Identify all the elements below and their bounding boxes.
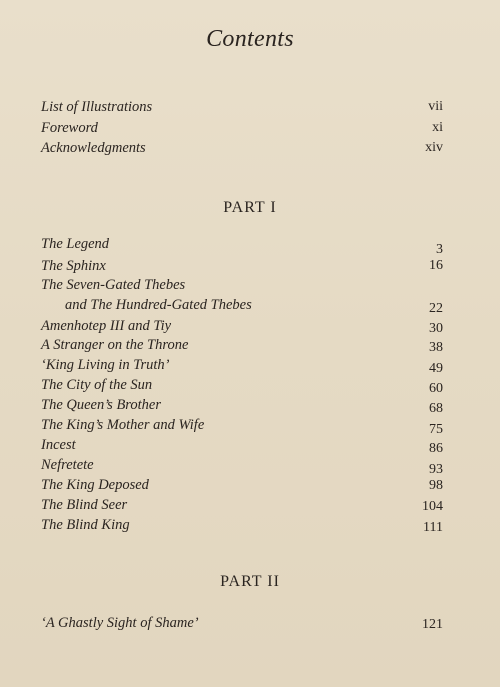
- toc-entry-page: 111: [423, 520, 443, 535]
- toc-entry-page: 49: [429, 361, 443, 376]
- toc-entry: [41, 476, 443, 494]
- toc-entry-page: 22: [429, 301, 443, 316]
- toc-entry-label: List of Illustrations: [41, 99, 153, 115]
- toc-entry-label: and The Hundred-Gated Thebes: [65, 297, 252, 313]
- toc-entry-page: 121: [422, 617, 443, 632]
- toc-entry: [41, 496, 443, 514]
- part-heading: PART II: [220, 573, 280, 590]
- toc-entry: [41, 276, 443, 294]
- toc-entry-label: A Stranger on the Throne: [41, 337, 189, 353]
- toc-entry-label: The King Deposed: [41, 477, 149, 493]
- toc-entry-label: The Queen’s Brother: [41, 397, 162, 413]
- toc-entry: [41, 456, 443, 477]
- toc-entry: [41, 235, 443, 257]
- toc-entry-page: xiv: [425, 140, 443, 155]
- toc-entry-page: xi: [432, 120, 443, 135]
- toc-entry: [41, 416, 443, 437]
- toc-entry-label: The Legend: [41, 236, 110, 252]
- toc-entry-page: 3: [436, 242, 443, 257]
- toc-entry-label: ‘A Ghastly Sight of Shame’: [41, 615, 199, 631]
- toc-entry: [41, 396, 443, 414]
- toc-entry: [41, 336, 443, 354]
- page-title: Contents: [206, 26, 294, 52]
- toc-entry-label: ‘King Living in Truth’: [41, 357, 170, 373]
- toc-entry-page: 75: [429, 422, 443, 437]
- toc-entry-label: The Seven-Gated Thebes: [41, 277, 186, 293]
- toc-entry: [41, 376, 443, 394]
- toc-entry-label: Incest: [41, 437, 76, 453]
- toc-entry: [41, 98, 443, 116]
- toc-entry-page: 93: [429, 462, 443, 477]
- toc-entry: [41, 139, 443, 157]
- toc-entry-page: 104: [422, 499, 443, 514]
- toc-entry: [41, 119, 443, 137]
- toc-entry-page: 60: [429, 381, 443, 396]
- toc-entry: [41, 614, 443, 632]
- toc-entry-label: The Blind Seer: [41, 497, 128, 513]
- toc-entry: [41, 257, 443, 275]
- toc-entry: [41, 356, 443, 374]
- toc-entry-page: 98: [429, 478, 443, 493]
- toc-entry-page: 68: [429, 401, 443, 416]
- toc-entry-label: The Blind King: [41, 517, 130, 533]
- toc-entry-label: The City of the Sun: [41, 377, 153, 393]
- toc-entry-page: 86: [429, 441, 443, 456]
- part-heading: PART I: [223, 199, 277, 216]
- toc-entry-label: Foreword: [41, 120, 98, 136]
- toc-entry-page: 30: [429, 321, 443, 336]
- toc-entry-label: The Sphinx: [41, 258, 106, 274]
- toc-entry-label: The King’s Mother and Wife: [41, 417, 205, 433]
- toc-entry: [41, 296, 443, 314]
- toc-entry-page: vii: [428, 99, 443, 114]
- toc-entry: [41, 317, 443, 335]
- toc-entry-page: 16: [429, 258, 443, 273]
- toc-entry-page: 38: [429, 340, 443, 355]
- toc-entry-label: Nefretete: [41, 457, 94, 473]
- toc-entry: [41, 516, 443, 534]
- toc-entry: [41, 436, 443, 454]
- toc-entry-label: Amenhotep III and Tiy: [41, 318, 172, 334]
- toc-entry-label: Acknowledgments: [41, 140, 146, 156]
